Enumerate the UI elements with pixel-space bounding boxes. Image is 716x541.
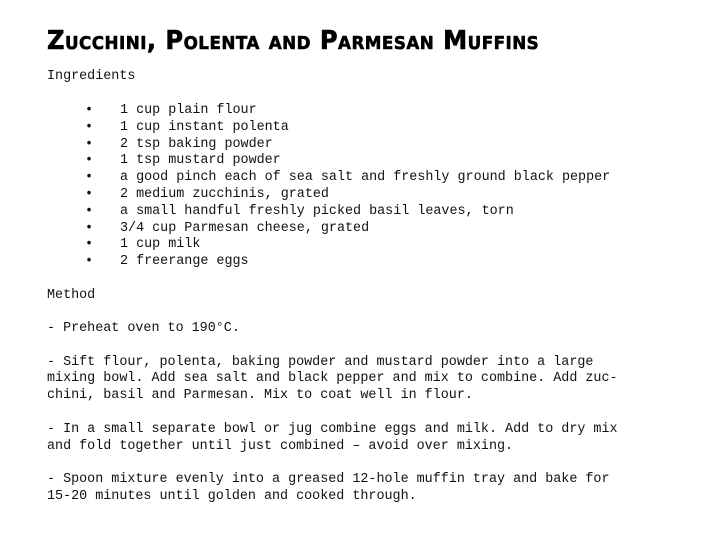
bullet-icon: • [85, 203, 94, 219]
ingredient-text: 1 cup milk [120, 237, 201, 253]
ingredient-text: 2 freerange eggs [120, 254, 249, 270]
bullet-icon: • [85, 153, 94, 169]
ingredient-text: 1 tsp mustard powder [120, 153, 281, 169]
ingredient-text: 3/4 cup Parmesan cheese, grated [120, 220, 370, 236]
ingredients-heading: Ingredients [47, 69, 136, 84]
method-step: - Sift flour, polenta, baking powder and mustard powder into a large mixing bowl. Add sea salt and black pepper and mix to combine. Add zuc- chini, basil and Parmesan. Mix to coat well in flour. [47, 354, 618, 404]
bullet-icon: • [85, 103, 94, 118]
recipe-title: Zucchini, Polenta and Parmesan Muffins [47, 26, 540, 56]
method-steps [47, 321, 657, 523]
method-heading: Method [47, 288, 96, 303]
ingredient-text: 1 cup instant polenta [120, 119, 289, 135]
bullet-icon: • [85, 220, 94, 236]
ingredient-text: 2 medium zucchinis, grated [120, 186, 329, 202]
bullet-icon: • [85, 186, 94, 202]
bullet-icon: • [85, 237, 94, 253]
method-step: - Preheat oven to 190°C. [47, 321, 240, 336]
ingredient-text: 1 cup plain flour [120, 103, 257, 118]
bullet-icon: • [85, 136, 94, 152]
method-step: - In a small separate bowl or jug combine eggs and milk. Add to dry mix and fold together until just combined – avoid over mixing. [47, 421, 618, 454]
bullet-icon: • [85, 119, 94, 135]
ingredient-text: a good pinch each of sea salt and freshly ground black pepper [120, 170, 611, 186]
bullet-icon: • [85, 254, 94, 270]
method-step: - Spoon mixture evenly into a greased 12-hole muffin tray and bake for 15-20 minutes until golden and cooked through. [47, 472, 610, 504]
ingredient-text: 2 tsp baking powder [120, 136, 273, 152]
bullet-icon: • [85, 170, 94, 186]
ingredient-text: a small handful freshly picked basil leaves, torn [120, 203, 514, 219]
